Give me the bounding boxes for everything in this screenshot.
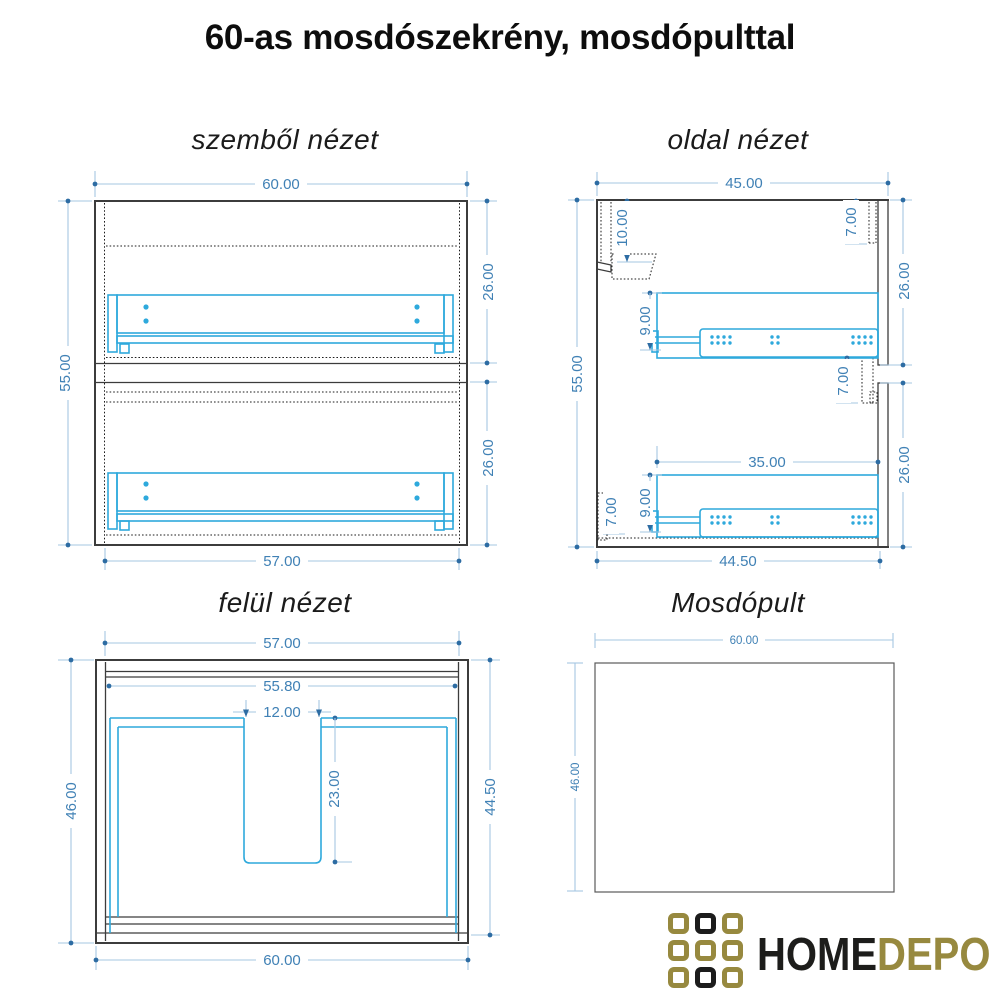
- homedepo-logo-text: [757, 928, 991, 980]
- svg-text:55.00: 55.00: [57, 354, 74, 392]
- top-dim-depth-left: [58, 658, 94, 946]
- logo-square: [695, 967, 716, 988]
- svg-text:26.00: 26.00: [480, 439, 497, 477]
- top-dim-inner-width: [107, 678, 458, 695]
- svg-text:60.00: 60.00: [729, 635, 759, 647]
- svg-text:10.00: 10.00: [614, 209, 631, 247]
- svg-text:26.00: 26.00: [480, 263, 497, 301]
- svg-text:46.00: 46.00: [570, 762, 582, 792]
- svg-text:44.50: 44.50: [719, 553, 757, 570]
- side-upper-drawer: [652, 293, 878, 358]
- logo-square: [668, 913, 689, 934]
- top-view-label: felül nézet: [218, 587, 352, 618]
- side-dim-back-leg: [603, 490, 625, 534]
- svg-text:7.00: 7.00: [603, 497, 620, 527]
- top-countertop-outline: [96, 660, 468, 943]
- top-dim-depth-right: [471, 658, 500, 938]
- svg-text:45.00: 45.00: [725, 175, 763, 192]
- svg-text:55.80: 55.80: [263, 678, 301, 695]
- slide-screw-holes: [710, 515, 872, 524]
- top-cabinet-walls: [110, 718, 456, 933]
- top-view: [58, 631, 500, 970]
- front-lower-drawer-slide: [108, 473, 453, 530]
- svg-text:9.00: 9.00: [637, 488, 654, 518]
- top-dim-width-bottom: [94, 946, 471, 970]
- svg-text:26.00: 26.00: [896, 262, 913, 300]
- logo-square: [722, 967, 743, 988]
- svg-text:12.00: 12.00: [263, 704, 301, 721]
- svg-text:23.00: 23.00: [326, 770, 343, 808]
- top-sink-cutout: [244, 718, 321, 863]
- top-dim-cutout-width: [233, 700, 331, 721]
- logo-square: [695, 913, 716, 934]
- logo-square: [722, 940, 743, 961]
- front-dim-drawer-upper: [470, 199, 497, 366]
- side-wall-hook: [597, 262, 611, 272]
- logo-square: [668, 967, 689, 988]
- svg-text:26.00: 26.00: [896, 446, 913, 484]
- counter-view-label: Mosdópult: [671, 587, 805, 618]
- side-dim-back-rail: [614, 199, 652, 262]
- front-dim-width-top: [93, 171, 470, 197]
- svg-text:9.00: 9.00: [637, 306, 654, 336]
- side-view: [568, 172, 913, 570]
- side-dim-height: [568, 198, 594, 550]
- side-dim-depth-bottom: [595, 551, 883, 570]
- svg-text:57.00: 57.00: [263, 635, 301, 652]
- svg-text:57.00: 57.00: [263, 553, 301, 570]
- svg-text:55.00: 55.00: [569, 355, 586, 393]
- logo-square: [722, 913, 743, 934]
- homedepo-logo-icon: [668, 913, 743, 988]
- logo-text-depo: DEPO: [877, 928, 991, 980]
- side-dim-drawer-upper: [880, 198, 913, 368]
- front-dim-height: [57, 199, 92, 548]
- svg-text:35.00: 35.00: [748, 454, 786, 471]
- front-dim-drawer-lower: [470, 380, 497, 548]
- side-dim-front-rail-top: [843, 199, 867, 244]
- slide-screw-holes: [710, 335, 872, 344]
- svg-text:44.50: 44.50: [482, 778, 499, 816]
- counter-outline: [595, 663, 894, 892]
- front-upper-drawer-slide: [108, 295, 453, 353]
- front-dim-width-bottom: [103, 548, 462, 570]
- svg-text:60.00: 60.00: [262, 176, 300, 193]
- svg-text:7.00: 7.00: [835, 366, 852, 396]
- front-cabinet-outline: [95, 201, 467, 545]
- top-dim-width-top: [103, 631, 462, 656]
- svg-text:60.00: 60.00: [263, 952, 301, 969]
- front-view-label: szemből nézet: [191, 124, 379, 155]
- logo-square: [668, 940, 689, 961]
- side-view-label: oldal nézet: [667, 124, 809, 155]
- side-dim-front-rail-mid: [835, 356, 858, 403]
- side-lower-drawer-front: [878, 383, 888, 547]
- counter-dim-width: [595, 633, 893, 648]
- counter-view: [567, 633, 894, 892]
- side-lower-drawer: [652, 475, 878, 537]
- side-dim-drawer-lower: [880, 381, 913, 550]
- logo-square: [695, 940, 716, 961]
- front-view: [57, 171, 497, 570]
- side-upper-drawer-front: [878, 200, 888, 365]
- counter-dim-depth: [567, 663, 583, 891]
- svg-text:7.00: 7.00: [843, 207, 860, 237]
- logo-text-home: HOME: [757, 928, 878, 980]
- page-title: 60-as mosdószekrény, mosdópulttal: [204, 18, 796, 57]
- side-dim-depth-top: [595, 172, 891, 196]
- svg-text:46.00: 46.00: [63, 782, 80, 820]
- side-dim-slide-length: [655, 446, 881, 471]
- side-wall-bracket: [612, 254, 656, 279]
- top-dim-cutout-depth: [326, 716, 352, 865]
